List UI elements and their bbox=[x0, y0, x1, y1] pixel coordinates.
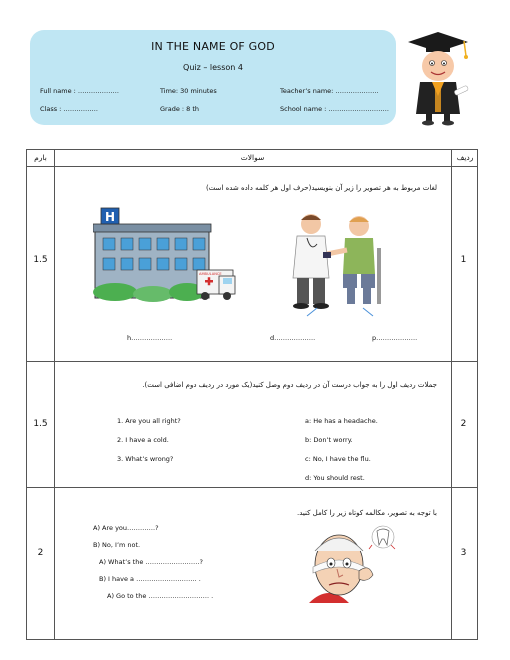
questions-column-header: سوالات bbox=[240, 153, 265, 162]
grade-field: Grade : 8 th bbox=[160, 105, 200, 113]
q3-instruction: با توجه به تصویر، مکالمه کوتاه زیر را کامل کنید. bbox=[296, 509, 437, 517]
q3-row-number: 3 bbox=[460, 548, 467, 558]
school-name-field: School name : ………………………. bbox=[280, 105, 389, 113]
row-column-header: ردیف bbox=[456, 153, 474, 162]
svg-text:H: H bbox=[104, 210, 116, 224]
q2-right-item: b: Don’t worry. bbox=[305, 436, 353, 444]
graduate-mascot-icon bbox=[402, 26, 480, 126]
doctor-patient-icon bbox=[277, 208, 397, 318]
q3-score: 2 bbox=[37, 548, 44, 558]
quiz-subtitle: Quiz – lesson 4 bbox=[183, 63, 243, 72]
questions-table bbox=[26, 149, 478, 640]
q2-instruction: جملات ردیف اول را به جواب درست آن در ردیف دوم وصل کنید(یک مورد در ردیف دوم اضافی است). bbox=[142, 381, 437, 389]
q1-blank-p[interactable]: p………………. bbox=[372, 334, 418, 342]
q2-left-item: 3. What’s wrong? bbox=[117, 455, 174, 463]
q3-dialogue-line: B) I have a ………………………. . bbox=[99, 575, 201, 583]
hospital-icon bbox=[93, 206, 239, 302]
q1-blank-h[interactable]: h………………. bbox=[127, 334, 173, 342]
q1-instruction: لغات مربوط به هر تصویر را زیر آن بنویسید(حرف اول هر کلمه داده شده است) bbox=[205, 184, 437, 192]
ambulance-label: AMBULANCE bbox=[199, 272, 222, 276]
q1-score: 1.5 bbox=[33, 255, 48, 265]
q2-left-item: 2. I have a cold. bbox=[117, 436, 169, 444]
score-column-header: بارم bbox=[34, 153, 47, 162]
q2-right-item: d: You should rest. bbox=[305, 474, 365, 482]
teacher-name-field: Teacher’s name: ……………….. bbox=[280, 87, 379, 95]
q3-dialogue-line: B) No, I’m not. bbox=[93, 541, 141, 549]
q2-right-item: a: He has a headache. bbox=[305, 417, 378, 425]
full-name-field: Full name : ………………. bbox=[40, 87, 120, 95]
time-field: Time: 30 minutes bbox=[160, 87, 217, 95]
q1-row-number: 1 bbox=[460, 255, 467, 265]
class-field: Class : ……………. bbox=[40, 105, 98, 113]
q2-right-item: c: No, I have the flu. bbox=[305, 455, 371, 463]
q3-dialogue-line: A) Go to the ………………………. . bbox=[107, 592, 214, 600]
q3-dialogue-line: A) What’s the …………………….? bbox=[99, 558, 203, 566]
quiz-header bbox=[30, 30, 396, 125]
page-title: IN THE NAME OF GOD bbox=[151, 40, 275, 53]
q1-blank-d[interactable]: d………………. bbox=[270, 334, 316, 342]
q2-row-number: 2 bbox=[460, 419, 467, 429]
toothache-boy-icon bbox=[299, 523, 399, 609]
q2-left-item: 1. Are you all right? bbox=[117, 417, 181, 425]
q2-score: 1.5 bbox=[33, 419, 48, 429]
q3-dialogue-line: A) Are you………….? bbox=[93, 524, 159, 532]
